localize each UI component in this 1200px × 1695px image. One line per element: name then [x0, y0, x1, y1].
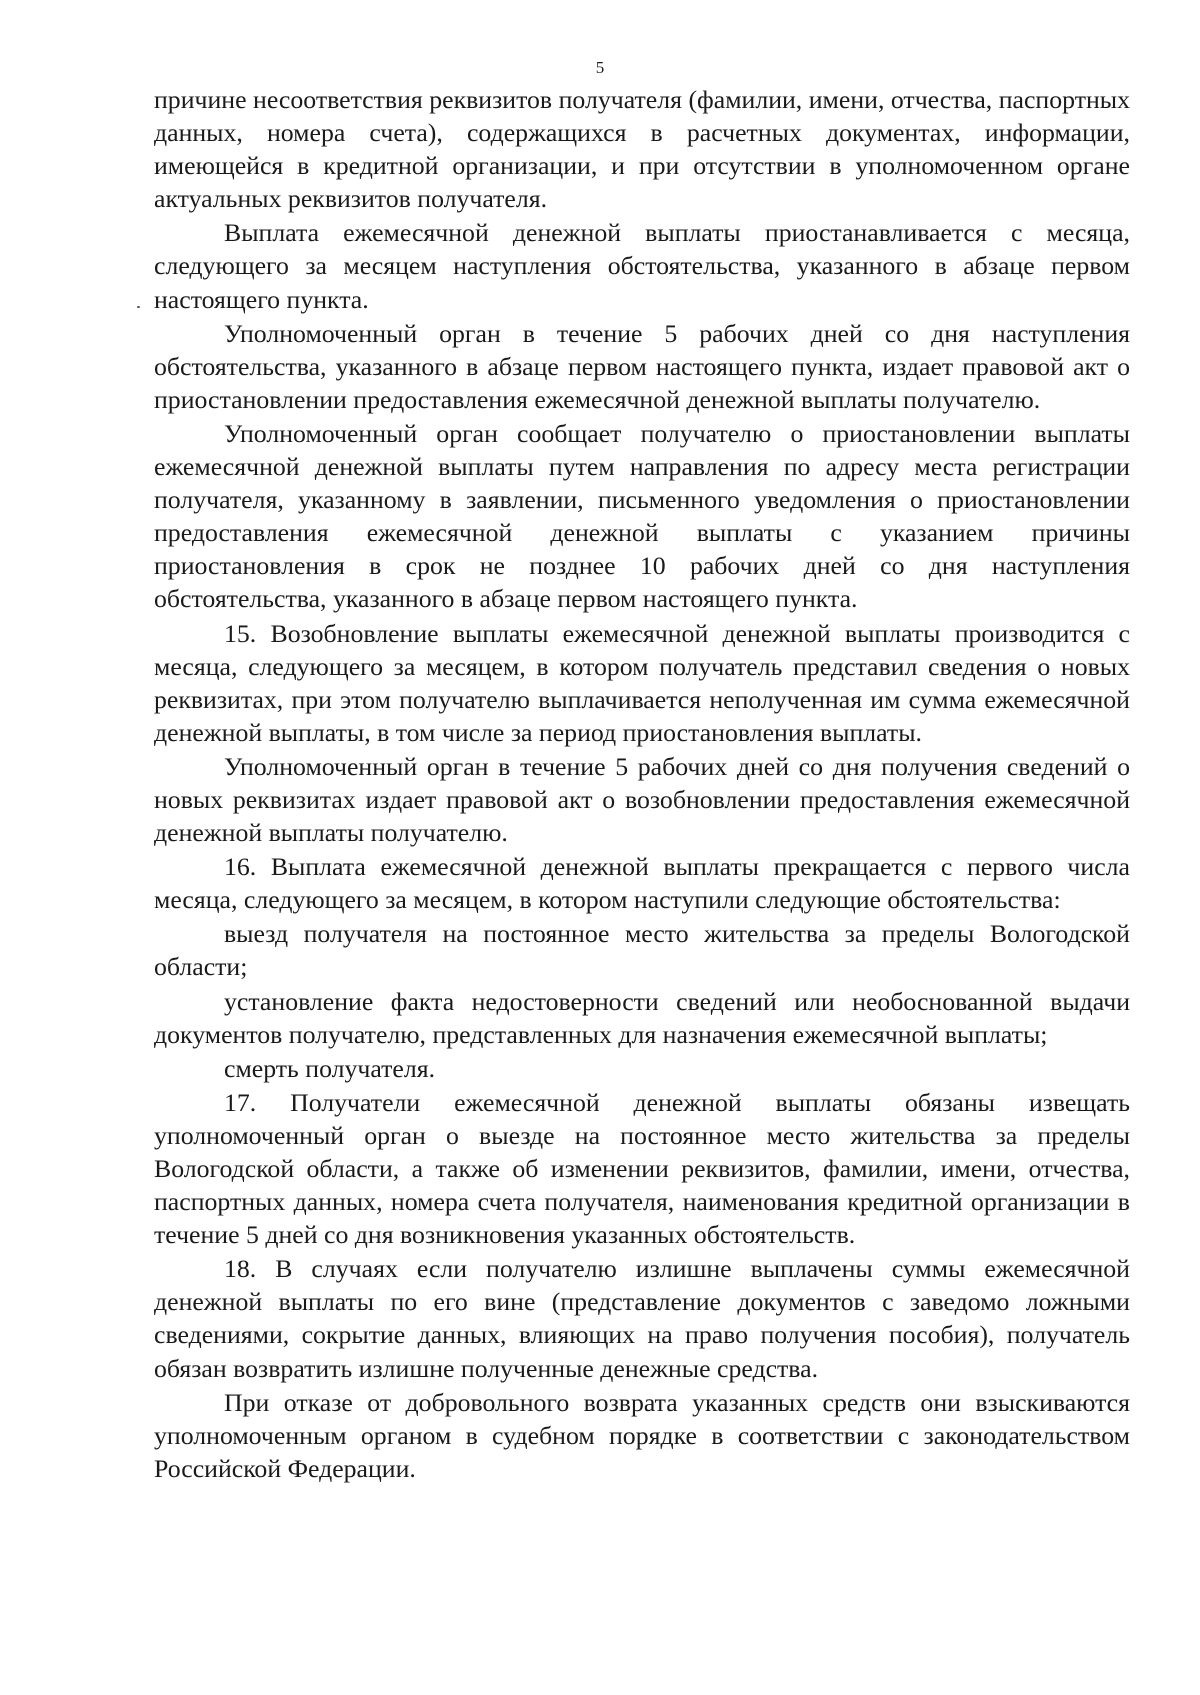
- list-item: установление факта недостоверности сведений или необоснованной выдачи документов получателю, представленных для назначения ежемесячной выплаты;: [154, 986, 1130, 1049]
- paragraph-item-17: 17. Получатели ежемесячной денежной выплаты обязаны извещать уполномоченный орган о выезде на постоянное место жительства за пределы Вологодской области, а также об изменении реквизитов, фамилии, имени, отчества, паспортных данных, номера счета получателя, наименования кредитной организации в течение 5 дней со дня возникновения указанных обстоятельств.: [154, 1087, 1130, 1250]
- paragraph-continuation: причине несоответствия реквизитов получателя (фамилии, имени, отчества, паспортных данных, номера счета), содержащихся в расчетных документах, информации, имеющейся в кредитной организации, и при отсутствии в уполномоченном органе актуальных реквизитов получателя.: [154, 85, 1130, 214]
- paragraph-item-16: 16. Выплата ежемесячной денежной выплаты прекращается с первого числа месяца, следующего за месяцем, в котором наступили следующие обстоятельства:: [154, 852, 1130, 915]
- paragraph-item-18: 18. В случаях если получателю излишне выплачены суммы ежемесячной денежной выплаты по его вине (представление документов с заведомо ложными сведениями, сокрытие данных, влияющих на право получения пособия), получатель обязан возвратить излишне полученные денежные средства.: [154, 1254, 1130, 1383]
- scan-speck: [137, 306, 140, 308]
- paragraph: Уполномоченный орган сообщает получателю о приостановлении выплаты ежемесячной денежной выплаты путем направления по адресу места регистрации получателя, указанному в заявлении, письменного уведомления о приостановлении предоставления ежемесячной денежной выплаты с указанием причины приостановления в срок не позднее 10 рабочих дней со дня наступления обстоятельства, указанного в абзаце первом настоящего пункта.: [154, 418, 1130, 614]
- text-body: [154, 83, 1130, 1486]
- list-item: выезд получателя на постоянное место жительства за пределы Вологодской области;: [154, 919, 1130, 982]
- paragraph: Уполномоченный орган в течение 5 рабочих дней со дня наступления обстоятельства, указанного в абзаце первом настоящего пункта, издает правовой акт о приостановлении предоставления ежемесячной денежной выплаты получателю.: [154, 318, 1130, 414]
- paragraph-item-15: 15. Возобновление выплаты ежемесячной денежной выплаты производится с месяца, следующего за месяцем, в котором получатель представил сведения о новых реквизитах, при этом получателю выплачивается неполученная им сумма ежемесячной денежной выплаты, в том числе за период приостановления выплаты.: [154, 618, 1130, 747]
- list-item: смерть получателя.: [224, 1053, 436, 1083]
- paragraph: Выплата ежемесячной денежной выплаты приостанавливается с месяца, следующего за месяцем наступления обстоятельства, указанного в абзаце первом настоящего пункта.: [154, 218, 1130, 314]
- page-number: 5: [595, 58, 605, 77]
- paragraph: При отказе от добровольного возврата указанных средств они взыскиваются уполномоченным органом в судебном порядке в соответствии с законодательством Российской Федерации.: [154, 1387, 1130, 1483]
- paragraph: Уполномоченный орган в течение 5 рабочих дней со дня получения сведений о новых реквизитах издает правовой акт о возобновлении предоставления ежемесячной денежной выплаты получателю.: [154, 751, 1130, 848]
